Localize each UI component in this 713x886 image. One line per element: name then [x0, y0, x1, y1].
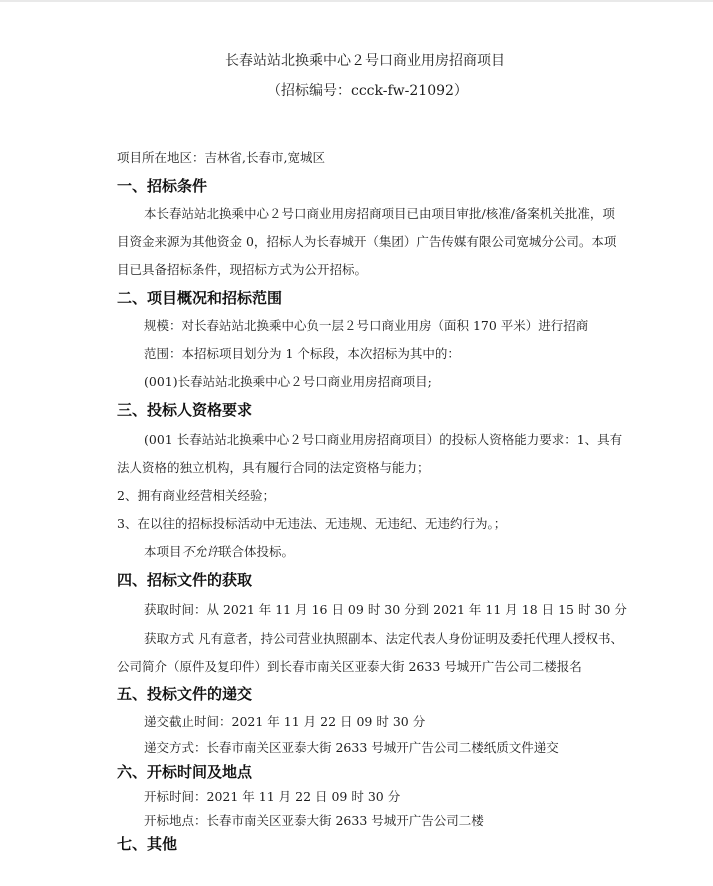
section-3-line: 法人资格的独立机构，具有履行合同的法定资格与能力；: [117, 460, 430, 475]
section-5-heading: 五、投标文件的递交: [117, 685, 253, 703]
project-location: 项目所在地区：吉林省,长春市,宽城区: [117, 150, 325, 165]
section-3-heading: 三、投标人资格要求: [117, 401, 253, 419]
tender-number: （招标编号：ccck-fw-21092）: [267, 83, 468, 99]
section-6-line: 开标时间：2021 年 11 月 22 日 09 时 30 分: [144, 789, 401, 804]
joint-bid-suffix: 联合体投标。: [219, 544, 295, 559]
section-2-line: 范围：本招标项目划分为 1 个标段，本次招标为其中的：: [144, 346, 460, 361]
section-4-heading: 四、招标文件的获取: [117, 571, 253, 589]
section-3-line: (001 长春站站北换乘中心２号口商业用房招商项目）的投标人资格能力要求：1、具有: [144, 432, 623, 447]
section-5-line: 递交截止时间：2021 年 11 月 22 日 09 时 30 分: [144, 714, 426, 729]
joint-bid-note: [144, 544, 294, 560]
section-5-line: 递交方式：长春市南关区亚泰大街 2633 号城开广告公司二楼纸质文件递交: [144, 740, 559, 755]
section-6-heading: 六、开标时间及地点: [117, 763, 253, 781]
section-4-line: 获取时间：从 2021 年 11 月 16 日 09 时 30 分到 2021 年 11 月 18 日 15 时 30 分: [144, 602, 627, 617]
section-7-heading: 七、其他: [117, 835, 178, 853]
section-1-line: 目资金来源为其他资金 0，招标人为长春城开（集团）广告传媒有限公司宽城分公司。本项: [117, 234, 617, 249]
section-3-line: 2、拥有商业经营相关经验；: [117, 488, 275, 503]
section-1-heading: 一、招标条件: [117, 177, 208, 195]
section-4-line: 获取方式 凡有意者，持公司营业执照副本、法定代表人身份证明及委托代理人授权书、: [144, 631, 623, 646]
section-1-line: 目已具备招标条件，现招标方式为公开招标。: [117, 262, 368, 277]
section-2-line: (001)长春站站北换乘中心２号口商业用房招商项目;: [144, 374, 432, 389]
scan-edge: [0, 0, 713, 2]
section-4-line: 公司简介（原件及复印件）到长春市南关区亚泰大街 2633 号城开广告公司二楼报名: [117, 659, 582, 674]
document-title: 长春站站北换乘中心２号口商业用房招商项目: [225, 53, 505, 69]
section-2-heading: 二、项目概况和招标范围: [117, 289, 283, 307]
section-1-line: 本长春站站北换乘中心２号口商业用房招商项目已由项目审批/核准/备案机关批准，项: [144, 206, 615, 221]
section-2-line: 规模：对长春站站北换乘中心负一层２号口商业用房（面积 170 平米）进行招商: [144, 318, 589, 333]
joint-bid-status: 不允许: [181, 544, 220, 559]
section-3-line: 3、在以往的招标投标活动中无违法、无违规、无违纪、无违约行为。；: [117, 516, 507, 531]
section-6-line: 开标地点：长春市南关区亚泰大街 2633 号城开广告公司二楼: [144, 813, 484, 828]
joint-bid-prefix: 本项目: [144, 544, 182, 559]
